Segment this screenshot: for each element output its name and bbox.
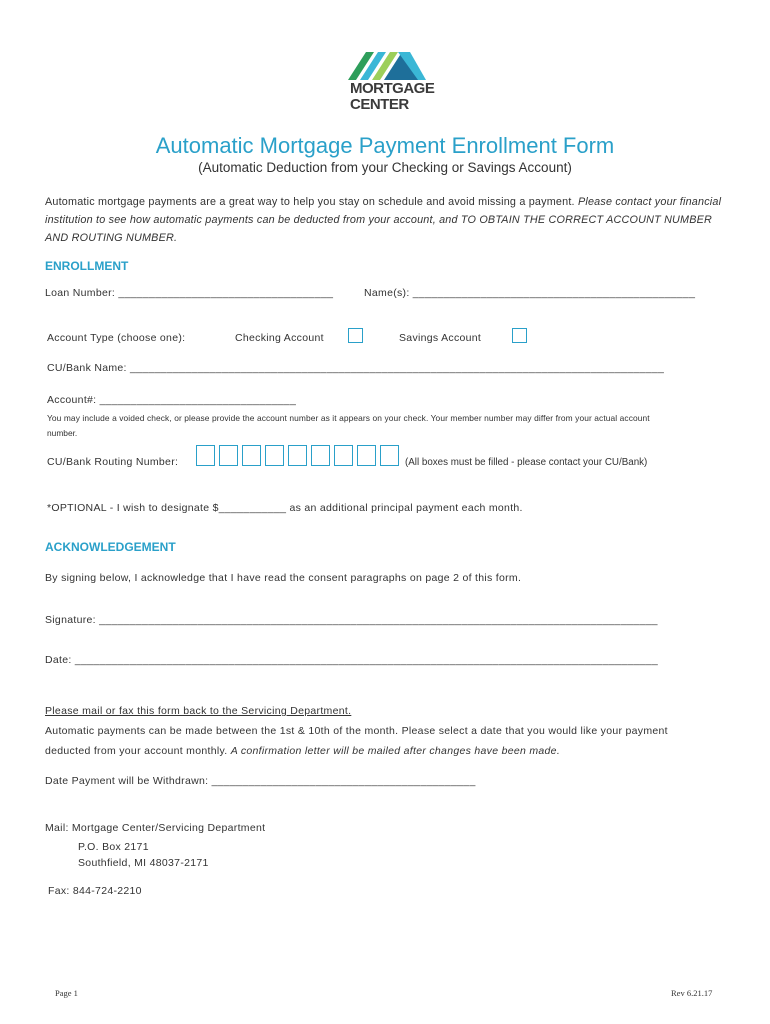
intro-paragraph: [45, 193, 725, 247]
city-state-zip: Southfield, MI 48037-2171: [78, 857, 209, 869]
routing-digit-box[interactable]: [380, 445, 399, 466]
account-number-field[interactable]: Account#: ________________________________: [47, 394, 297, 406]
payments-text-line1: Automatic payments can be made between the 1st & 10th of the month. Please select a date that you would like your payment: [45, 725, 668, 737]
routing-digit-box[interactable]: [334, 445, 353, 466]
mail-instruction: Please mail or fax this form back to the Servicing Department.: [45, 705, 352, 717]
signature-field[interactable]: Signature: ___________________________________________________________________________________________: [45, 614, 658, 626]
names-field[interactable]: Name(s): ______________________________________________: [364, 287, 696, 299]
routing-number-label: CU/Bank Routing Number:: [47, 456, 179, 468]
routing-digit-box[interactable]: [311, 445, 330, 466]
intro-plain: Automatic mortgage payments are a great way to help you stay on schedule and avoid missing a payment.: [45, 196, 575, 208]
savings-account-label: Savings Account: [399, 332, 482, 344]
routing-digit-box[interactable]: [219, 445, 238, 466]
fax-number: Fax: 844-724-2210: [48, 885, 142, 897]
routing-digit-box[interactable]: [288, 445, 307, 466]
routing-digit-box[interactable]: [357, 445, 376, 466]
logo-wordmark-bottom: CENTER: [350, 96, 409, 113]
withdrawal-date-field[interactable]: Date Payment will be Withdrawn: ___________________________________________: [45, 775, 476, 787]
mail-address-line: Mail: Mortgage Center/Servicing Department: [45, 822, 266, 834]
account-note-line2: number.: [47, 428, 78, 438]
savings-account-checkbox[interactable]: [512, 328, 527, 343]
date-field[interactable]: Date: _______________________________________________________________________________________________: [45, 654, 659, 666]
page-number: Page 1: [55, 988, 78, 998]
revision-date: Rev 6.21.17: [671, 988, 713, 998]
intro-italic: Please contact your financial institution to see how automatic payments can be deducted from your account, and TO OBTAIN THE CORRECT ACCOUNT NUMBER AND ROUTING NUMBER.: [45, 196, 722, 244]
payments-text-line2: [45, 745, 560, 757]
enrollment-heading: ENROLLMENT: [45, 259, 129, 273]
account-type-label: Account Type (choose one):: [47, 332, 186, 344]
acknowledgement-text: By signing below, I acknowledge that I have read the consent paragraphs on page 2 of this form.: [45, 572, 522, 584]
acknowledgement-heading: ACKNOWLEDGEMENT: [45, 540, 176, 554]
loan-number-field[interactable]: Loan Number: ___________________________________: [45, 287, 334, 299]
form-title: Automatic Mortgage Payment Enrollment Form: [155, 133, 615, 158]
form-subtitle: (Automatic Deduction from your Checking or Savings Account): [198, 160, 572, 175]
payments-text-plain: deducted from your account monthly.: [45, 745, 228, 757]
optional-principal-field[interactable]: *OPTIONAL - I wish to designate $___________ as an additional principal payment each month.: [47, 502, 523, 514]
routing-digit-box[interactable]: [265, 445, 284, 466]
routing-note: (All boxes must be filled - please contact your CU/Bank): [405, 457, 648, 468]
checking-account-checkbox[interactable]: [348, 328, 363, 343]
account-note-line1: You may include a voided check, or please provide the account number as it appears on your check. Your member number may differ from your actual account: [47, 413, 650, 423]
payments-text-italic: A confirmation letter will be mailed after changes have been made.: [230, 745, 561, 757]
routing-digit-box[interactable]: [196, 445, 215, 466]
logo-wordmark-top: MORTGAGE: [350, 80, 435, 97]
routing-digit-box[interactable]: [242, 445, 261, 466]
checking-account-label: Checking Account: [235, 332, 324, 344]
bank-name-field[interactable]: CU/Bank Name: _______________________________________________________________________________________: [47, 362, 665, 374]
po-box: P.O. Box 2171: [78, 841, 149, 853]
